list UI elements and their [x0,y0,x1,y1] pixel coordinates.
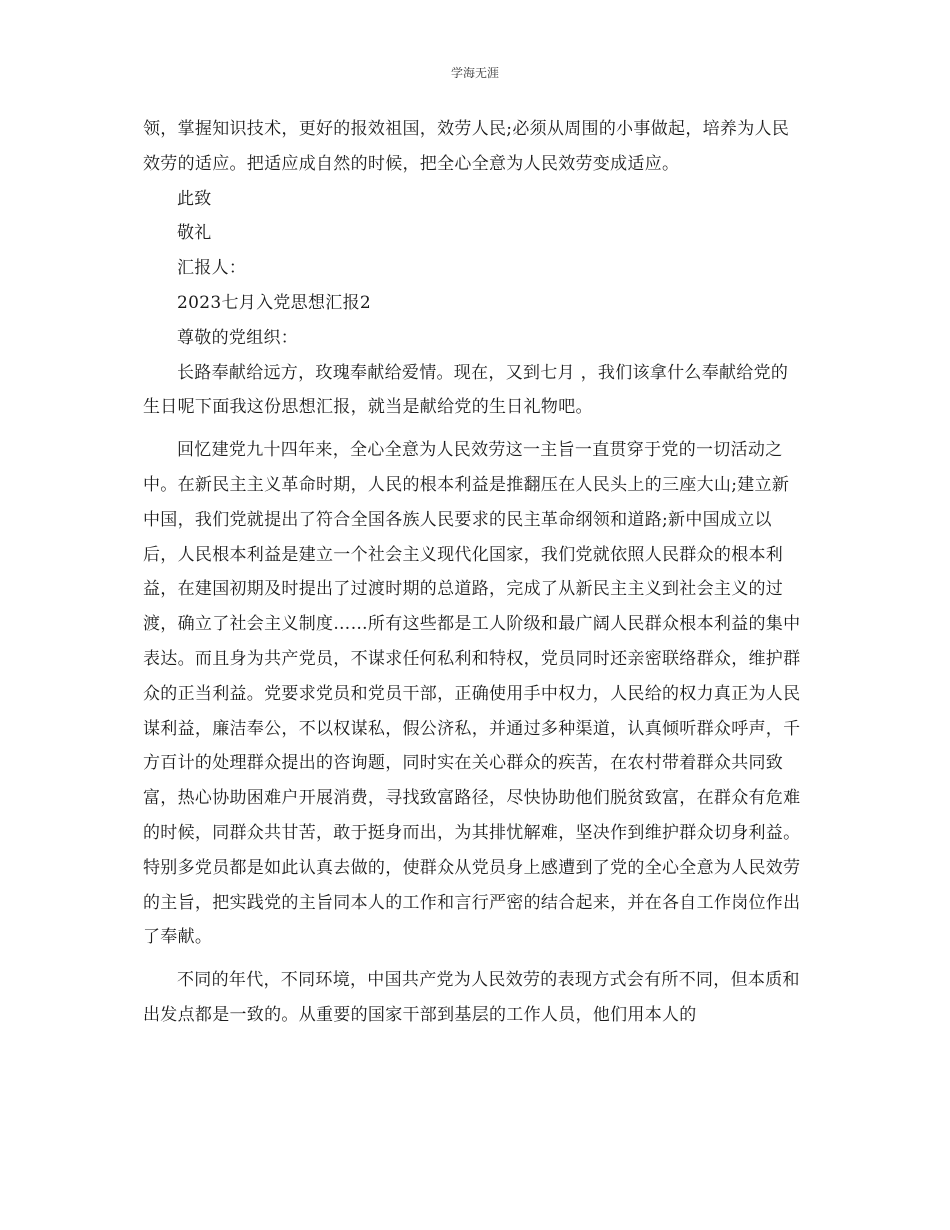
closing-salutation: 此致 [177,188,212,209]
paragraph-continuation: 领，掌握知识技术，更好的报效祖国，效劳人民;必须从周围的小事做起，培养为人民效劳的适应。把适应成自然的时候，把全心全意为人民效劳变成适应。 [143,119,790,174]
paragraph-body: 回忆建党九十四年来，全心全意为人民效劳这一主旨一直贯穿于党的一切活动之中。在新民主主义革命时期，人民的根本利益是推翻压在人民头上的三座大山;建立新中国，我们党就提出了符合全国各族人民要求的民主革命纲领和道路;新中国成立以后，人民根本利益是建立一个社会主义现代化国家，我们党就依照人民群众的根本利益，在建国初期及时提出了过渡时期的总道路，完成了从新民主主义到社会主义的过渡，确立了社会主义制度……所有这些都是工人阶级和最广阔人民群众根本利益的集中表达。而且身为共产党员，不谋求任何私利和特权，党员同时还亲密联络群众，维护群众的正当利益。党要求党员和党员干部，正确使用手中权力，人民给的权力真正为人民谋利益，廉洁奉公，不以权谋私，假公济私，并通过多种渠道，认真倾听群众呼声，千方百计的处理群众提出的咨询题，同时实在关心群众的疾苦，在农村带着群众共同致富，热心协助困难户开展消费，寻找致富路径，尽快协助他们脱贫致富，在群众有危难的时候，同群众共甘苦，敢于挺身而出，为其排忧解难，坚决作到维护群众切身利益。特别多党员都是如此认真去做的，使群众从党员身上感遭到了党的全心全意为人民效劳的主旨，把实践党的主旨同本人的工作和言行严密的结合起来，并在各自工作岗位作出了奉献。 [143,440,801,948]
document-body [143,112,803,1033]
paragraph-intro: 长路奉献给远方，玫瑰奉献给爱情。现在，又到七月 ，我们该拿什么奉献给党的生日呢下面我这份思想汇报，就当是献给党的生日礼物吧。 [143,362,789,418]
paragraph-closing: 不同的年代，不同环境，中国共产党为人民效劳的表现方式会有所不同，但本质和出发点都是一致的。从重要的国家干部到基层的工作人员，他们用本人的 [143,970,800,1025]
greeting: 尊敬的党组织： [177,327,299,348]
section-title: 2023七月入党思想汇报2 [177,292,371,313]
reporter-label: 汇报人： [177,258,247,279]
page-header: 学海无涯 [450,66,499,80]
closing-regards: 敬礼 [177,223,212,244]
